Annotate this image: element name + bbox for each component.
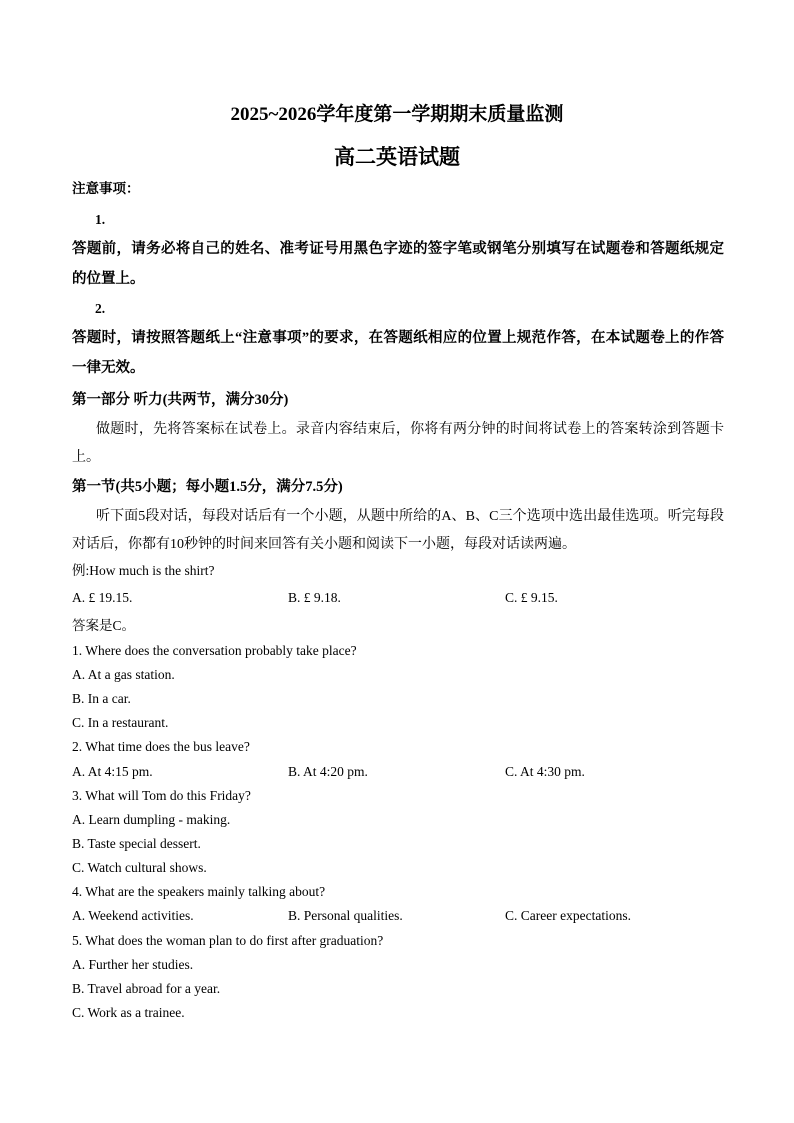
question-4: 4. What are the speakers mainly talking about? [72, 884, 326, 899]
part1-heading: 第一部分 听力(共两节，满分30分) [72, 392, 289, 408]
question-1-option-b: B. In a car. [72, 691, 131, 706]
question-3-option-c: C. Watch cultural shows. [72, 860, 207, 875]
example-option-b: B. £ 9.18. [288, 590, 341, 605]
question-1-option-a: A. At a gas station. [72, 667, 175, 682]
question-1: 1. Where does the conversation probably take place? [72, 643, 357, 658]
question-5-option-b: B. Travel abroad for a year. [72, 981, 221, 996]
notice-item-1-text: 答题前，请务必将自己的姓名、准考证号用黑色字迹的签字笔或钢笔分别填写在试题卷和答题纸规定的位置上。 [72, 241, 724, 287]
question-2-option-a: A. At 4:15 pm. [72, 764, 153, 779]
question-4-option-a: A. Weekend activities. [72, 908, 194, 923]
question-5-option-a: A. Further her studies. [72, 957, 194, 972]
part1-instruction: 做题时，先将答案标在试卷上。录音内容结束后，你将有两分钟的时间将试卷上的答案转涂到答题卡上。 [72, 422, 724, 465]
notice-item-2-number: 2. [95, 301, 106, 316]
question-5-option-c: C. Work as a trainee. [72, 1005, 185, 1020]
question-2-option-c: C. At 4:30 pm. [505, 764, 585, 779]
question-2-option-b: B. At 4:20 pm. [288, 764, 368, 779]
question-4-option-b: B. Personal qualities. [288, 908, 403, 923]
question-1-option-c: C. In a restaurant. [72, 715, 169, 730]
exam-title: 2025~2026学年度第一学期期末质量监测 [230, 104, 564, 125]
notice-item-1-number: 1. [95, 212, 106, 227]
example-option-a: A. £ 19.15. [72, 590, 133, 605]
example-question: 例:How much is the shirt? [72, 563, 215, 578]
notice-heading: 注意事项： [72, 181, 140, 196]
example-option-c: C. £ 9.15. [505, 590, 558, 605]
question-3-option-b: B. Taste special dessert. [72, 836, 201, 851]
example-answer: 答案是C。 [72, 618, 136, 633]
exam-subtitle: 高二英语试题 [334, 145, 460, 169]
question-5: 5. What does the woman plan to do first after graduation? [72, 933, 384, 948]
question-3: 3. What will Tom do this Friday? [72, 788, 251, 803]
notice-item-2-text: 答题时，请按照答题纸上“注意事项”的要求，在答题纸相应的位置上规范作答，在本试题卷上的作答一律无效。 [72, 330, 724, 376]
question-2: 2. What time does the bus leave? [72, 739, 250, 754]
question-4-option-c: C. Career expectations. [505, 908, 631, 923]
section1-instruction: 听下面5段对话，每段对话后有一个小题，从题中所给的A、B、C三个选项中选出最佳选项。听完每段对话后，你都有10秒钟的时间来回答有关小题和阅读下一小题，每段对话读两遍。 [72, 509, 724, 552]
section1-heading: 第一节(共5小题；每小题1.5分，满分7.5分) [72, 479, 343, 495]
question-3-option-a: A. Learn dumpling - making. [72, 812, 231, 827]
